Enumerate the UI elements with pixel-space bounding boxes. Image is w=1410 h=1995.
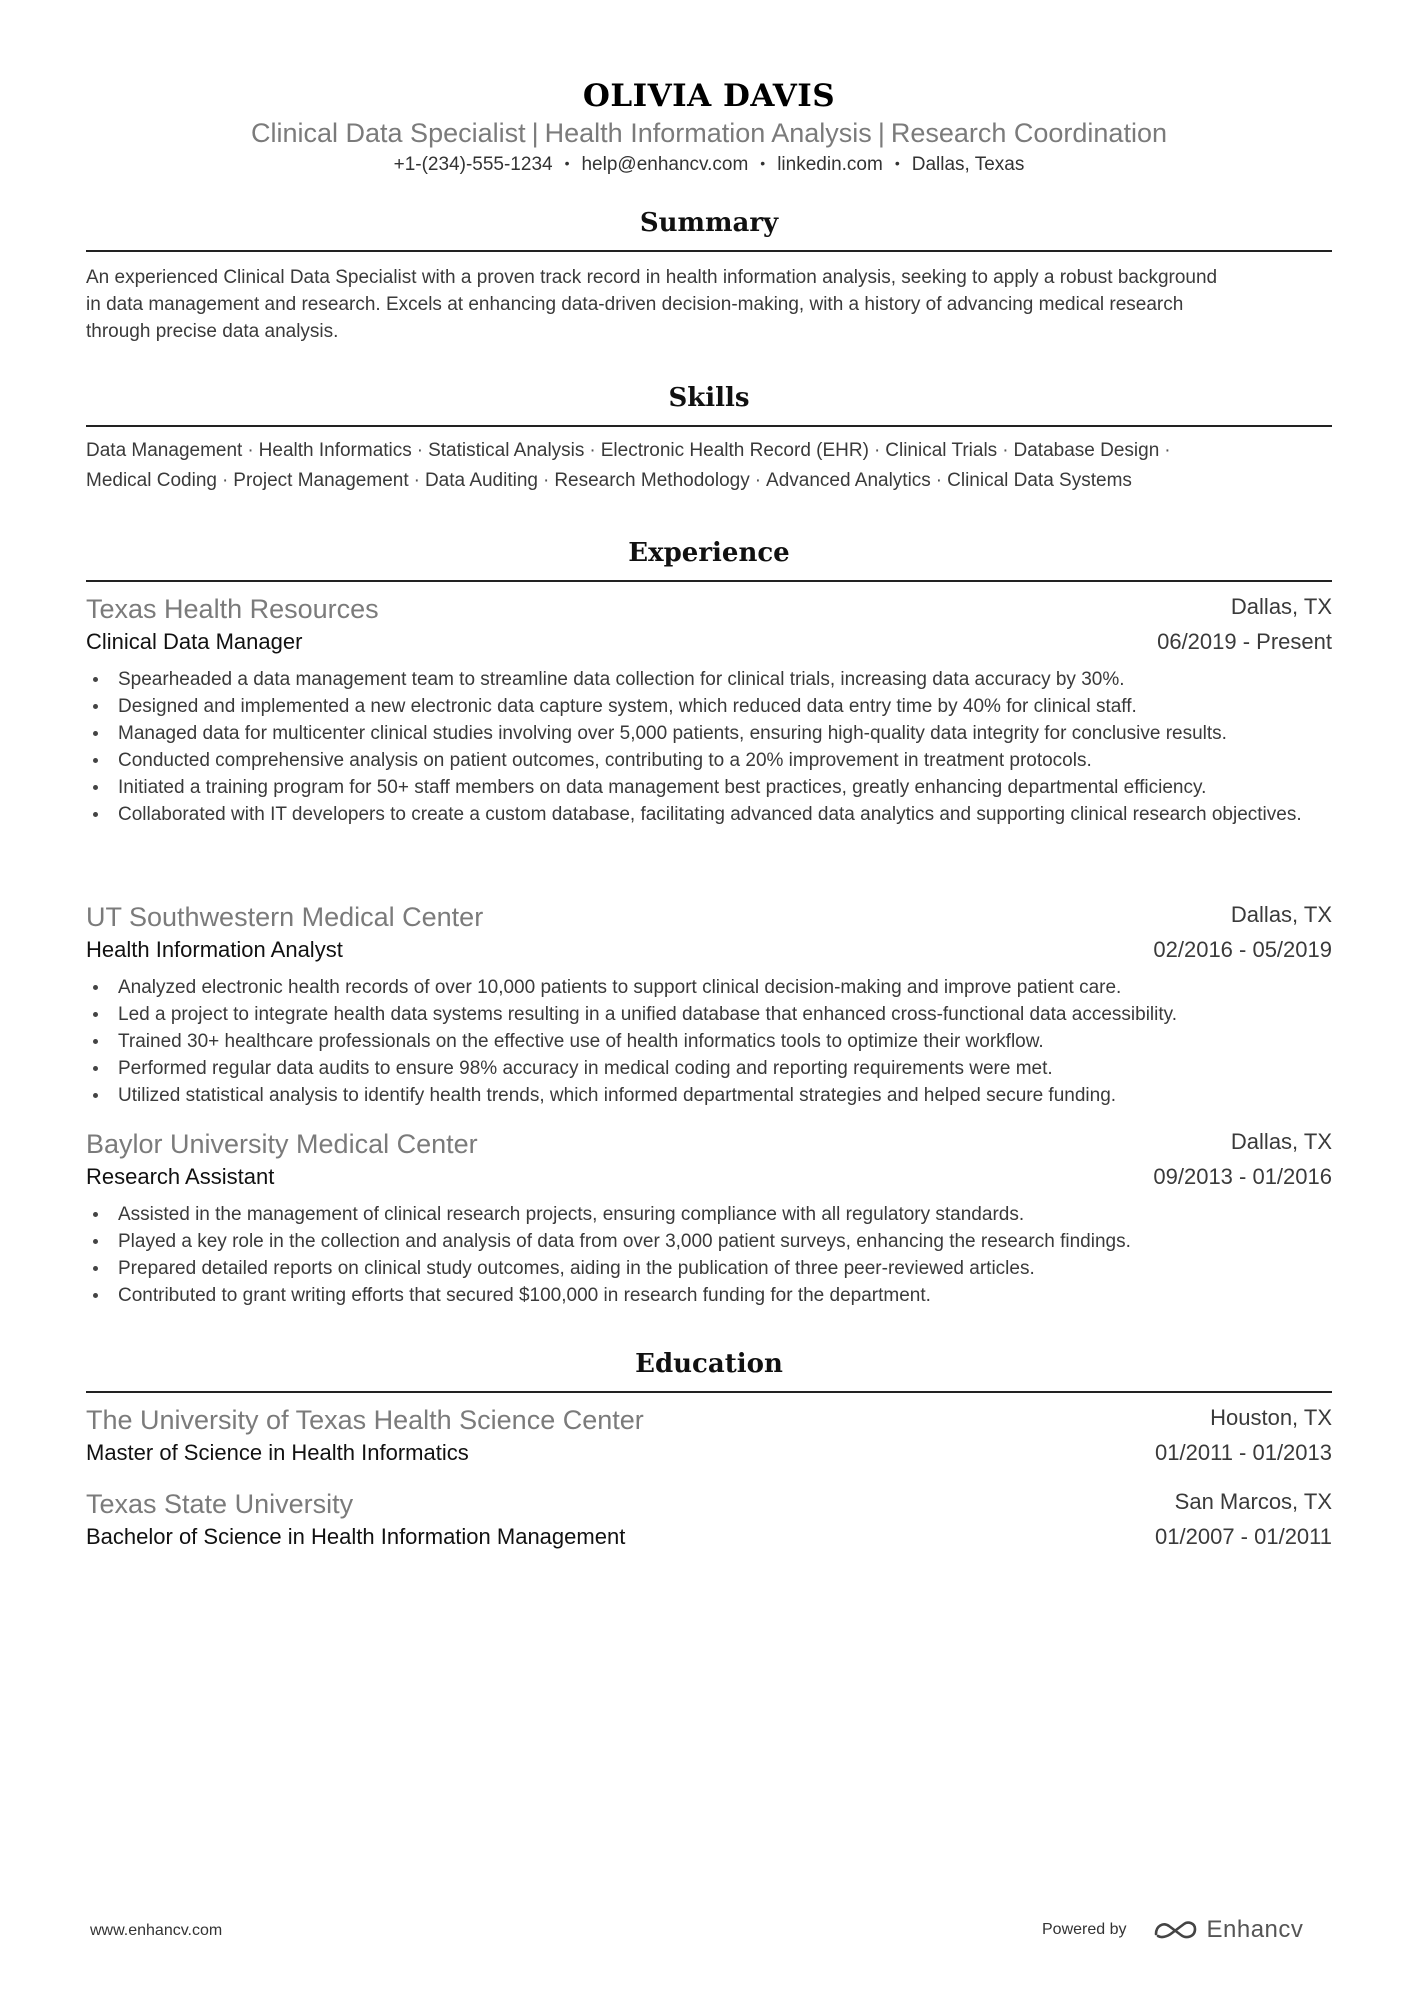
summary-text	[86, 264, 1332, 345]
job-bullets	[86, 1201, 1332, 1309]
headline-separator: |	[877, 118, 885, 148]
powered-by-label: Powered by	[1042, 1921, 1127, 1938]
bullet-item: Designed and implemented a new electronic data capture system, which reduced data entry time by 40% for clinical staff.	[86, 693, 1332, 720]
section-divider	[86, 425, 1332, 427]
summary-line: through precise data analysis.	[86, 321, 339, 342]
skill-item: Advanced Analytics	[766, 470, 931, 491]
skill-separator: ·	[589, 440, 596, 461]
skill-separator: ·	[413, 470, 420, 491]
section-divider	[86, 1391, 1332, 1393]
skill-item: Data Management	[86, 440, 243, 461]
enhancv-logo-icon	[1153, 1918, 1199, 1942]
employer-name: Baylor University Medical Center	[86, 1129, 478, 1159]
degree: Master of Science in Health Informatics	[86, 1440, 469, 1465]
job-title: Clinical Data Manager	[86, 629, 303, 654]
skill-item: Research Methodology	[554, 470, 750, 491]
job-location: Dallas, TX	[1230, 1129, 1332, 1154]
skills-row	[86, 440, 1176, 462]
school-name: The University of Texas Health Science Center	[86, 1405, 644, 1435]
bullet-item: Played a key role in the collection and analysis of data from over 3,000 patient surveys, enhancing the research findings.	[86, 1228, 1332, 1255]
contact-separator: •	[760, 155, 766, 171]
skill-separator: ·	[873, 440, 881, 461]
headline-part: Clinical Data Specialist	[251, 118, 526, 148]
skills-heading: Skills	[668, 383, 750, 413]
contact-separator: •	[564, 155, 570, 171]
skill-item: Clinical Data Systems	[947, 470, 1132, 491]
phone[interactable]: +1-(234)-555-1234	[393, 154, 553, 175]
education-dates: 01/2011 - 01/2013	[1155, 1440, 1332, 1465]
skill-separator: ·	[935, 470, 943, 491]
bullet-item: Led a project to integrate health data systems resulting in a unified database that enhanced cross-functional data accessibility.	[86, 1001, 1332, 1028]
skill-item: Health Informatics	[258, 440, 412, 461]
bullet-item: Assisted in the management of clinical research projects, ensuring compliance with all regulatory standards.	[86, 1201, 1332, 1228]
employer-name: Texas Health Resources	[86, 594, 379, 624]
experience-heading: Experience	[628, 538, 790, 568]
headline-separator: |	[531, 118, 539, 148]
skill-separator: ·	[221, 470, 229, 491]
job-dates: 02/2016 - 05/2019	[1153, 937, 1332, 962]
job-title: Research Assistant	[86, 1164, 275, 1189]
bullet-item: Contributed to grant writing efforts that secured $100,000 in research funding for the department.	[86, 1282, 1332, 1309]
employer-name: UT Southwestern Medical Center	[86, 902, 484, 932]
headline	[86, 118, 1332, 149]
skill-item: Medical Coding	[86, 470, 217, 491]
education-heading: Education	[635, 1349, 783, 1379]
job-title: Health Information Analyst	[86, 937, 343, 962]
skill-item: Clinical Trials	[885, 440, 998, 461]
job-dates: 09/2013 - 01/2016	[1153, 1164, 1332, 1189]
skill-item: Database Design	[1013, 440, 1160, 461]
bullet-item: Spearheaded a data management team to streamline data collection for clinical trials, increasing data accuracy by 30%.	[86, 666, 1332, 693]
skill-separator: ·	[1002, 440, 1009, 461]
bullet-item: Managed data for multicenter clinical studies involving over 5,000 patients, ensuring high-quality data integrity for conclusive results.	[86, 720, 1332, 747]
bullet-item: Conducted comprehensive analysis on patient outcomes, contributing to a 20% improvement in treatment protocols.	[86, 747, 1332, 774]
degree: Bachelor of Science in Health Information Management	[86, 1524, 626, 1549]
job-bullets	[86, 666, 1332, 828]
skill-item: Data Auditing	[424, 470, 538, 491]
bullet-item: Trained 30+ healthcare professionals on the effective use of health informatics tools to optimize their workflow.	[86, 1028, 1332, 1055]
skill-separator: ·	[754, 470, 762, 491]
skill-separator: ·	[416, 440, 424, 461]
bullet-item: Performed regular data audits to ensure 98% accuracy in medical coding and reporting requirements were met.	[86, 1055, 1332, 1082]
section-divider	[86, 250, 1332, 252]
skill-item: Project Management	[233, 470, 409, 491]
email-link[interactable]: help@enhancv.com	[581, 154, 749, 175]
job-bullets	[86, 974, 1332, 1109]
job-dates: 06/2019 - Present	[1157, 629, 1332, 654]
skill-separator: ·	[247, 440, 254, 461]
section-divider	[86, 580, 1332, 582]
summary-line: An experienced Clinical Data Specialist with a proven track record in health information analysis, seeking to apply a robust background	[86, 267, 1218, 288]
candidate-name: OLIVIA DAVIS	[582, 78, 836, 114]
skill-item: Statistical Analysis	[428, 440, 585, 461]
contact-line	[86, 154, 1332, 176]
skill-separator: ·	[1164, 440, 1171, 461]
headline-part: Research Coordination	[890, 118, 1167, 148]
bullet-item: Collaborated with IT developers to create a custom database, facilitating advanced data analytics and supporting clinical research objectives.	[86, 801, 1332, 828]
bullet-item: Prepared detailed reports on clinical study outcomes, aiding in the publication of three peer-reviewed articles.	[86, 1255, 1332, 1282]
skill-separator: ·	[542, 470, 550, 491]
bullet-item: Initiated a training program for 50+ staff members on data management best practices, greatly enhancing departmental efficiency.	[86, 774, 1332, 801]
footer-branding[interactable]	[1042, 1912, 1303, 1948]
footer-website-link[interactable]: www.enhancv.com	[90, 1922, 223, 1939]
contact-separator: •	[894, 155, 900, 171]
school-location: Houston, TX	[1210, 1405, 1332, 1430]
school-name: Texas State University	[86, 1489, 354, 1519]
brand-name: Enhancv	[1206, 1916, 1304, 1943]
bullet-item: Analyzed electronic health records of over 10,000 patients to support clinical decision-making and improve patient care.	[86, 974, 1332, 1001]
summary-line: in data management and research. Excels at enhancing data-driven decision-making, with a history of advancing medical research	[86, 294, 1184, 315]
summary-heading: Summary	[639, 208, 779, 238]
education-dates: 01/2007 - 01/2011	[1155, 1524, 1332, 1549]
skills-row	[86, 470, 1132, 492]
linkedin-link[interactable]: linkedin.com	[777, 154, 883, 175]
school-location: San Marcos, TX	[1174, 1489, 1332, 1514]
job-location: Dallas, TX	[1230, 594, 1332, 619]
job-location: Dallas, TX	[1230, 902, 1332, 927]
location: Dallas, Texas	[911, 154, 1025, 175]
headline-part: Health Information Analysis	[544, 118, 872, 148]
skill-item: Electronic Health Record (EHR)	[600, 440, 869, 461]
bullet-item: Utilized statistical analysis to identify health trends, which informed departmental strategies and helped secure funding.	[86, 1082, 1332, 1109]
